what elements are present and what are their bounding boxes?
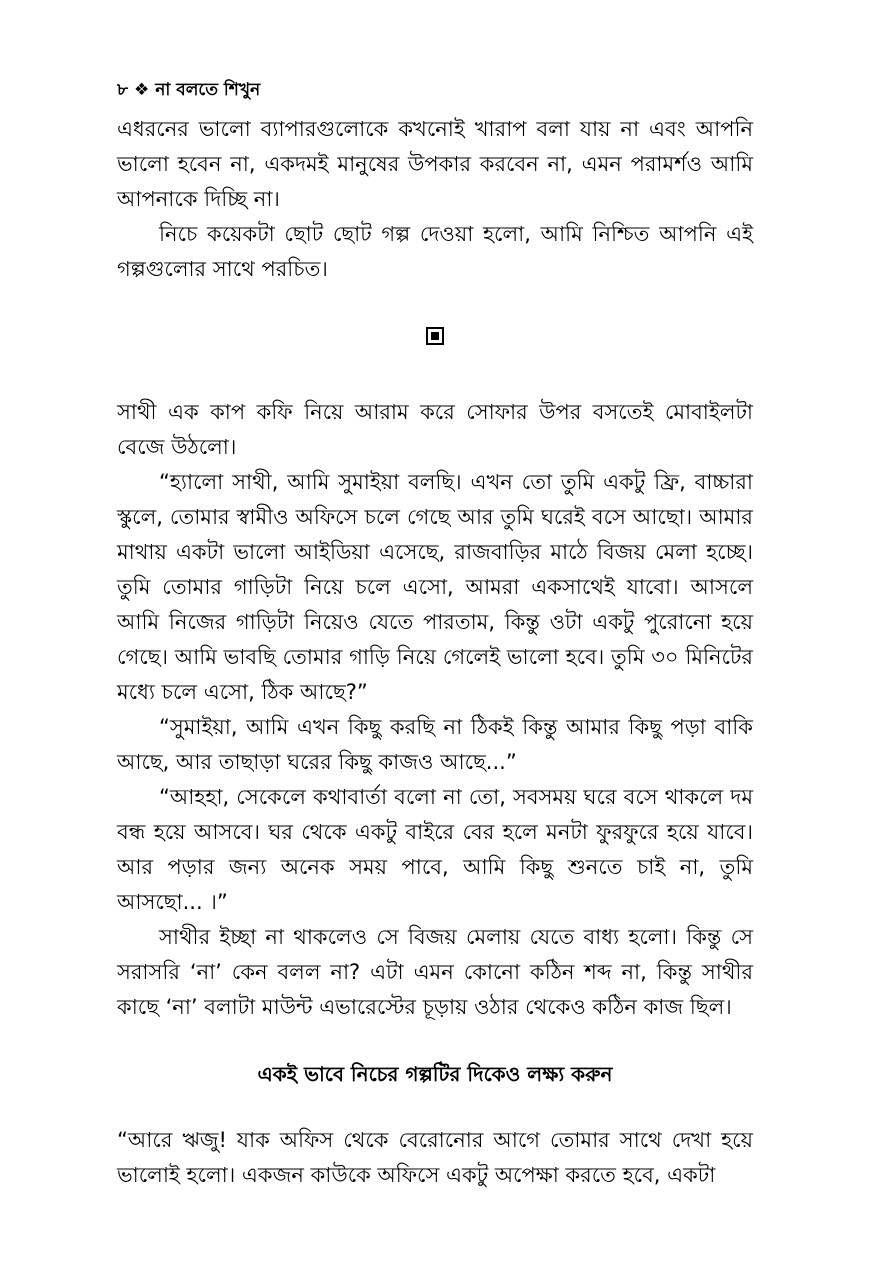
dialogue-paragraph: “হ্যালো সাথী, আমি সুমাইয়া বলছি। এখন তো তুমি একটু ফ্রি, বাচ্চারা স্কুলে, তোমার স্বামীও অফিসে চলে গেছে আর তুমি ঘরেই বসে আছো। আমার মাথায় একটা ভালো আইডিয়া এসেছে, রাজবাড়ির মাঠে বিজয় মেলা হচ্ছে। তুমি তোমার গাড়িটা নিয়ে চলে এসো, আমরা একসাথেই যাবো। আসলে আমি নিজের গাড়িটা নিয়েও যেতে পারতাম, কিন্তু ওটা একটু পুরোনো হয়ে গেছে। আমি ভাবছি তোমার গাড়ি নিয়ে গেলেই ভালো হবে। তুমি ৩০ মিনিটের মধ্যে চলে এসো, ঠিক আছে?” <box>117 470 753 704</box>
square-ornament-icon <box>426 327 444 345</box>
running-header <box>117 78 753 102</box>
separator-ornament-icon: ❖ <box>134 80 150 100</box>
story-paragraph: সাথী এক কাপ কফি নিয়ে আরাম করে সোফার উপর বসতেই মোবাইলটা বেজে উঠলো। <box>117 400 753 459</box>
book-page <box>117 78 753 1193</box>
page-number: ৮ <box>117 80 129 100</box>
story-paragraph: সাথীর ইচ্ছা না থাকলেও সে বিজয় মেলায় যেতে বাধ্য হলো। কিন্তু সে সরাসরি ‘না’ কেন বলল না? এটা এমন কোনো কঠিন শব্দ না, কিন্তু সাথীর কাছে ‘না’ বলাটা মাউন্ট এভারেস্টের চূড়ায় ওঠার থেকেও কঠিন কাজ ছিল। <box>117 925 753 1019</box>
section-subheading: একই ভাবে নিচের গল্পটির দিকেও লক্ষ্য করুন <box>257 1062 613 1086</box>
book-title: না বলতে শিখুন <box>155 80 261 100</box>
section-divider <box>117 327 753 359</box>
body-paragraph: এধরনের ভালো ব্যাপারগুলোকে কখনোই খারাপ বলা যায় না এবং আপনি ভালো হবেন না, একদমই মানুষের উপকার করবেন না, এমন পরামর্শও আমি আপনাকে দিচ্ছি না। <box>117 117 753 211</box>
body-paragraph: নিচে কয়েকটা ছোট ছোট গল্প দেওয়া হলো, আমি নিশ্চিত আপনি এই গল্পগুলোর সাথে পরচিত। <box>117 222 753 281</box>
dialogue-paragraph: “সুমাইয়া, আমি এখন কিছু করছি না ঠিকই কিন্তু আমার কিছু পড়া বাকি আছে, আর তাছাড়া ঘরের কিছু কাজও আছে...” <box>117 715 753 774</box>
dialogue-paragraph: “আহহা, সেকেলে কথাবার্তা বলো না তো, সবসময় ঘরে বসে থাকলে দম বন্ধ হয়ে আসবে। ঘর থেকে একটু বাইরে বের হলে মনটা ফুরফুরে হয়ে যাবে। আর পড়ার জন্য অনেক সময় পাবে, আমি কিছু শুনতে চাই না, তুমি আসছো... ।” <box>117 785 753 914</box>
dialogue-paragraph: “আরে ঋজু! যাক অফিস থেকে বেরোনোর আগে তোমার সাথে দেখা হয়ে ভালোই হলো। একজন কাউকে অফিসে একটু অপেক্ষা করতে হবে, একটা <box>117 1128 753 1187</box>
